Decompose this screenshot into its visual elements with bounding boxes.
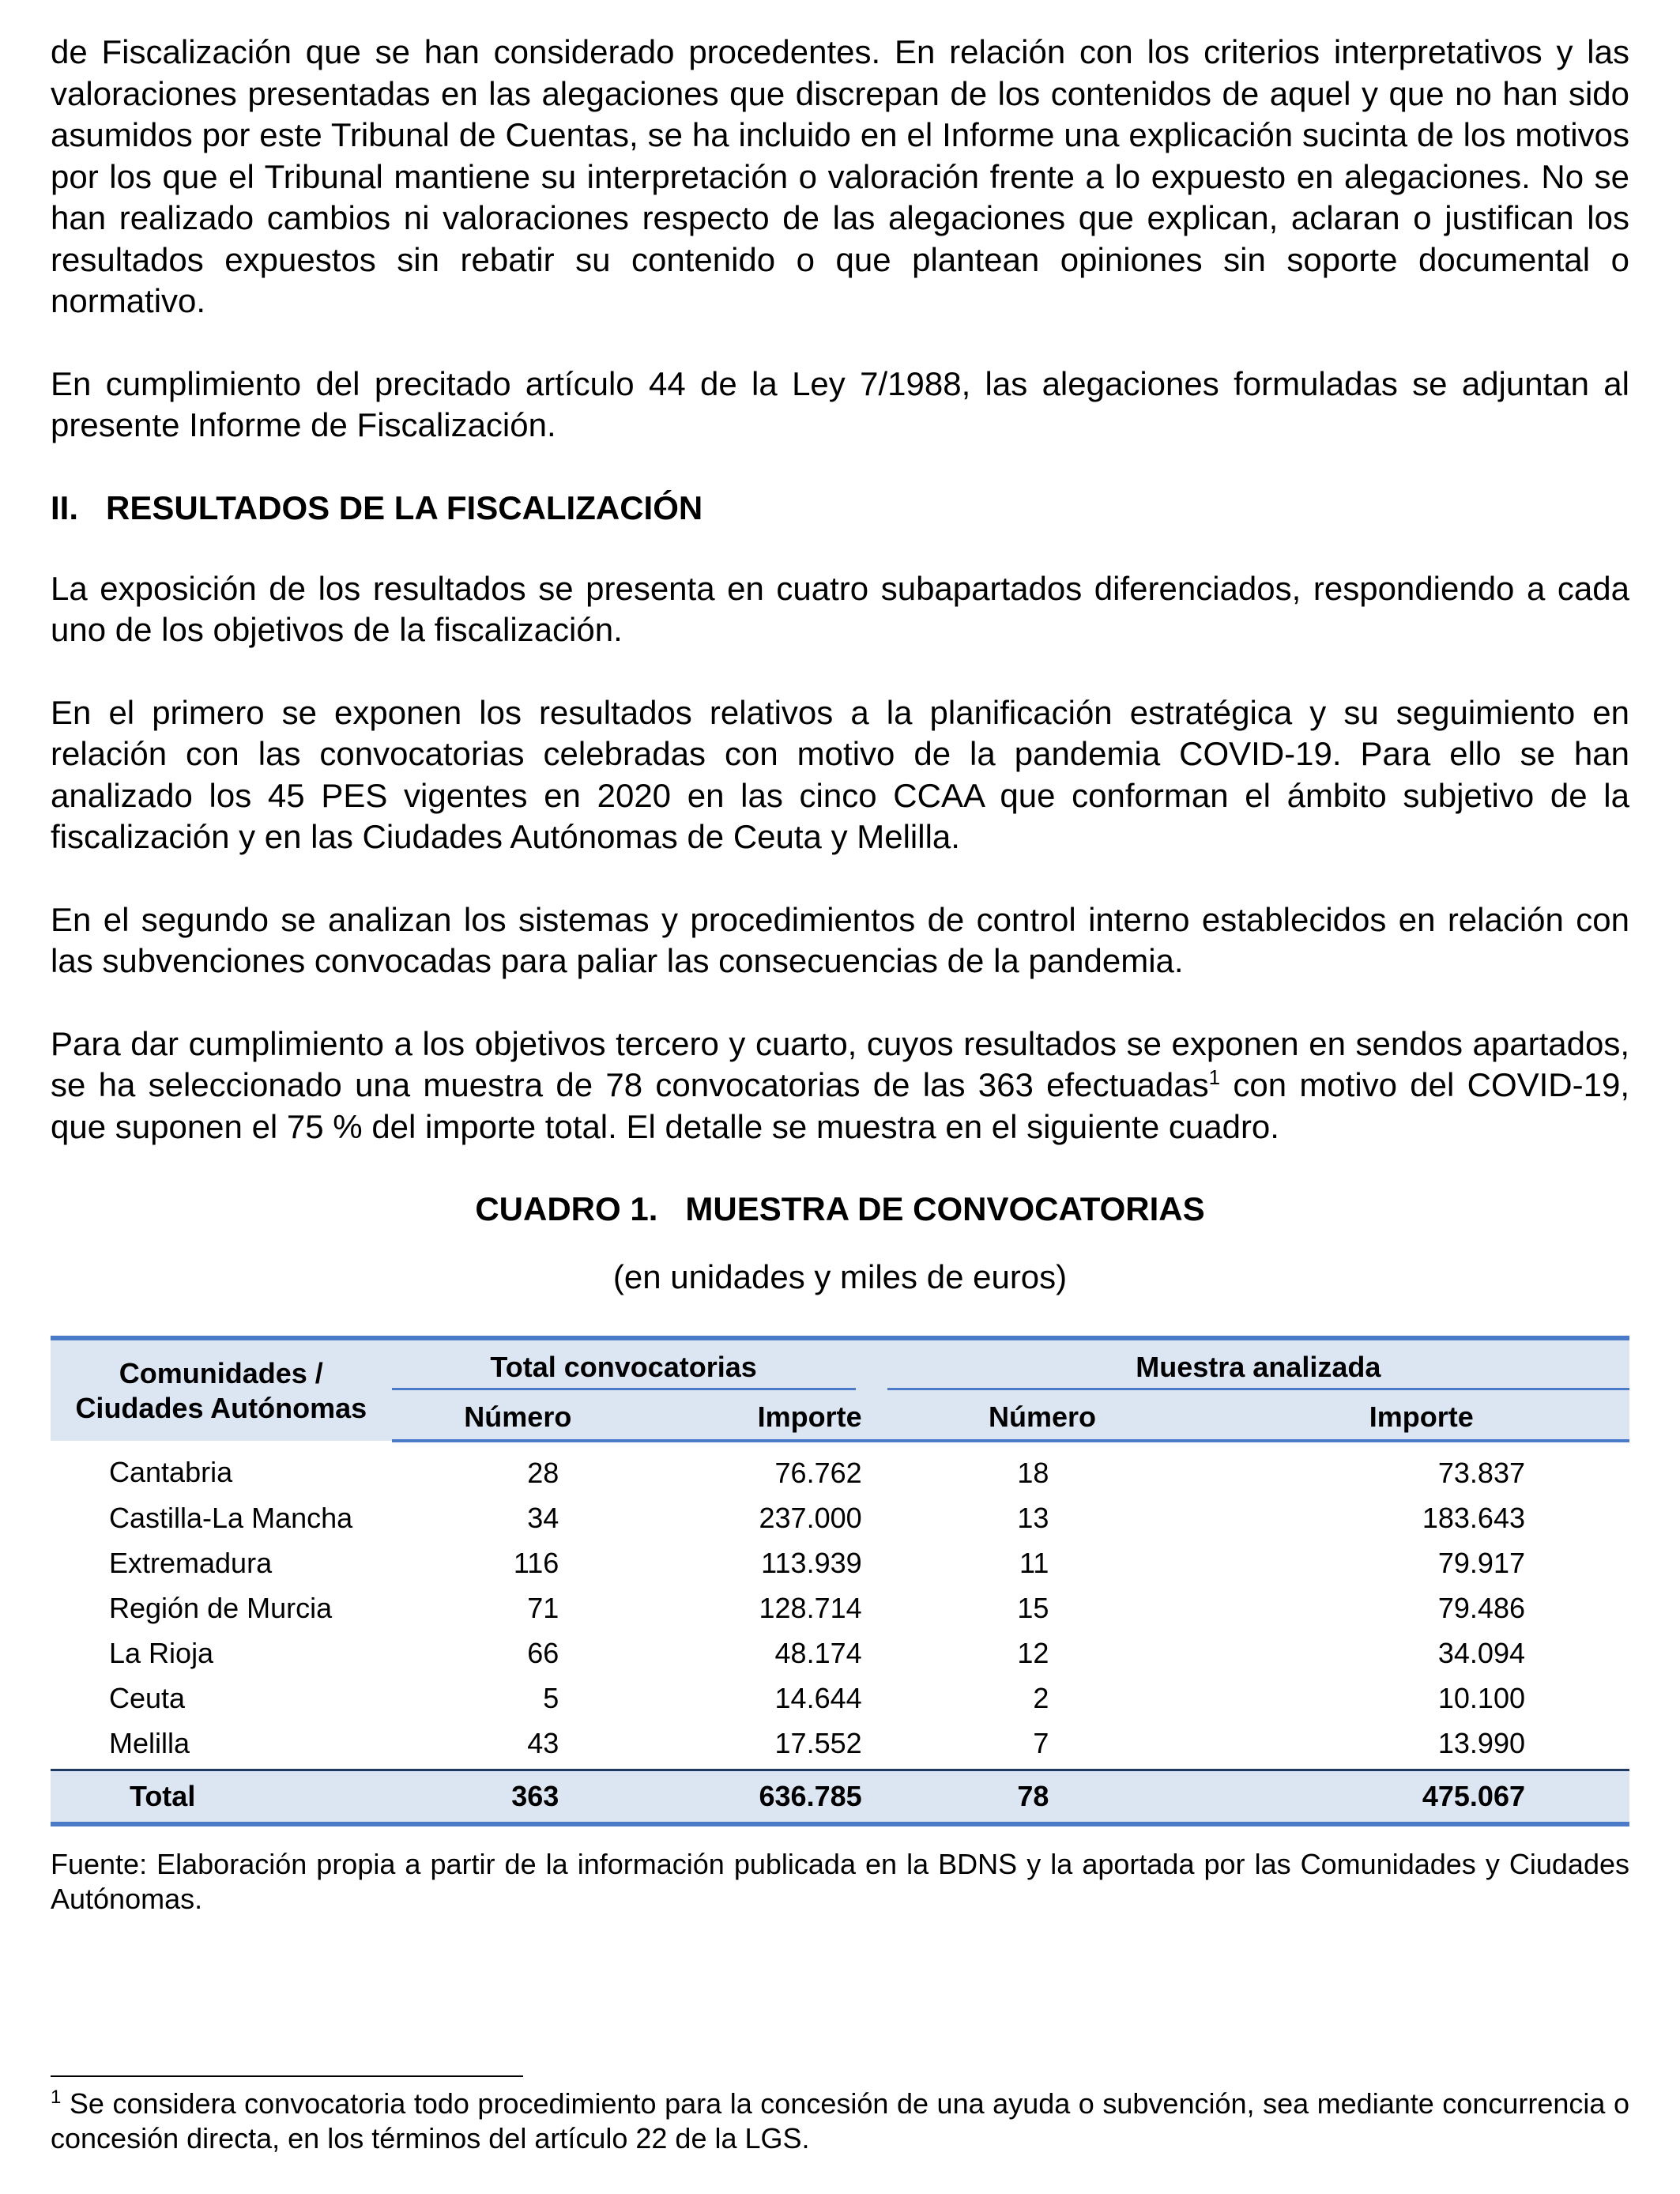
cell-total-importe: 128.714 xyxy=(759,1591,862,1624)
cell-region: Castilla-La Mancha xyxy=(109,1501,353,1534)
table-subtitle: (en unidades y miles de euros) xyxy=(612,1258,1068,1295)
cell-total-muestra-numero: 78 xyxy=(872,1770,1214,1825)
intro-paragraph-2: En cumplimiento del precitado artículo 44 de la Ley 7/1988, las alegaciones formuladas se adjuntan al presente Informe de Fiscalización. xyxy=(51,364,1629,443)
cell-total-importe: 17.552 xyxy=(774,1726,862,1759)
header-group-muestra-label: Muestra analizada xyxy=(887,1350,1629,1390)
table-row xyxy=(51,1630,1629,1676)
cell-total-numero: 5 xyxy=(543,1681,559,1714)
body-paragraph-4 xyxy=(51,1023,1629,1148)
footnote-text: Se considera convocatoria todo procedimiento para la concesión de una ayuda o subvención, sea mediante concurrencia o concesión directa, en los términos del artículo 22 de la LGS. xyxy=(51,2087,1629,2154)
cell-total-label: Total xyxy=(51,1770,392,1825)
header-group-muestra xyxy=(872,1338,1629,1395)
table-row xyxy=(51,1676,1629,1721)
table-row xyxy=(51,1721,1629,1770)
table-source-note: Fuente: Elaboración propia a partir de la información publicada en la BDNS y la aportada por las Comunidades y Ciudades Autónomas. xyxy=(51,1848,1629,1915)
cell-total-numero: 43 xyxy=(527,1726,559,1759)
cell-muestra-numero: 7 xyxy=(1033,1726,1049,1759)
table-row xyxy=(51,1441,1629,1495)
cell-muestra-importe: 13.990 xyxy=(1437,1726,1525,1759)
body-paragraph-4-text: Para dar cumplimiento a los objetivos tercero y cuarto, cuyos resultados se exponen en sendos apartados, se ha seleccionado una muestra de 78 convocatorias de las 363 efectuadas xyxy=(51,1024,1629,1103)
cell-muestra-importe: 79.486 xyxy=(1437,1591,1525,1624)
cell-total-importe: 113.939 xyxy=(761,1546,862,1579)
footnote-reference[interactable]: 1 xyxy=(1208,1065,1221,1089)
cell-total-numero: 116 xyxy=(513,1546,559,1579)
header-total-importe: Importe xyxy=(581,1395,871,1441)
cell-region: Extremadura xyxy=(109,1546,273,1579)
cell-muestra-numero: 18 xyxy=(1017,1456,1049,1489)
footnote-divider xyxy=(51,2075,523,2077)
cell-total-importe: 14.644 xyxy=(774,1681,862,1714)
table-total-row xyxy=(51,1770,1629,1825)
cell-total-importe: 48.174 xyxy=(774,1636,862,1669)
cell-region: Cantabria xyxy=(109,1455,233,1488)
cell-total-numero: 66 xyxy=(527,1636,559,1669)
cell-muestra-importe: 34.094 xyxy=(1437,1636,1525,1669)
table-title: CUADRO 1. MUESTRA DE CONVOCATORIAS xyxy=(475,1190,1205,1227)
table-row xyxy=(51,1495,1629,1540)
cell-region: Región de Murcia xyxy=(109,1591,333,1624)
body-paragraph-2: En el primero se exponen los resultados relativos a la planificación estratégica y su seguimiento en relación con las convocatorias celebradas con motivo de la pandemia COVID-19. Para ello se han analizado los 45 PES vigentes en 2020 en las cinco CCAA que conforman el ámbito subjetivo de la fiscalización y en las Ciudades Autónomas de Ceuta y Melilla. xyxy=(51,693,1629,855)
cell-total-total-importe: 636.785 xyxy=(581,1770,871,1825)
table-row xyxy=(51,1540,1629,1585)
cell-muestra-numero: 15 xyxy=(1017,1591,1049,1624)
header-group-total-label: Total convocatorias xyxy=(392,1350,856,1390)
cell-muestra-numero: 13 xyxy=(1017,1501,1049,1534)
cell-total-importe: 76.762 xyxy=(774,1456,862,1489)
body-paragraph-1: La exposición de los resultados se presenta en cuatro subapartados diferenciados, respondiendo a cada uno de los objetivos de la fiscalización. xyxy=(51,569,1629,648)
header-muestra-numero: Número xyxy=(872,1395,1214,1441)
cell-total-numero: 71 xyxy=(527,1591,559,1624)
cell-region: Ceuta xyxy=(109,1681,186,1714)
cell-total-numero: 34 xyxy=(527,1501,559,1534)
header-total-numero: Número xyxy=(392,1395,582,1441)
header-muestra-importe: Importe xyxy=(1213,1395,1629,1441)
cell-muestra-numero: 11 xyxy=(1019,1546,1049,1579)
cell-muestra-importe: 79.917 xyxy=(1437,1546,1525,1579)
table-row xyxy=(51,1585,1629,1630)
cell-total-importe: 237.000 xyxy=(759,1501,862,1534)
cell-muestra-numero: 2 xyxy=(1033,1681,1049,1714)
cell-muestra-importe: 10.100 xyxy=(1437,1681,1525,1714)
section-heading: II. RESULTADOS DE LA FISCALIZACIÓN xyxy=(51,488,703,526)
cell-region: La Rioja xyxy=(109,1636,214,1669)
body-paragraph-4-text-end: con motivo del COVID-19, que suponen el 75 % del importe total. El detalle se muestra en el siguiente cuadro. xyxy=(51,1066,1630,1145)
cell-muestra-importe: 183.643 xyxy=(1422,1501,1525,1534)
footnote-mark: 1 xyxy=(51,2087,62,2108)
header-region: Comunidades / Ciudades Autónomas xyxy=(51,1338,392,1441)
document-page xyxy=(51,32,1629,1917)
cell-total-total-numero: 363 xyxy=(392,1770,582,1825)
cell-total-muestra-importe: 475.067 xyxy=(1213,1770,1629,1825)
cell-total-numero: 28 xyxy=(527,1456,559,1489)
body-paragraph-3: En el segundo se analizan los sistemas y procedimientos de control interno establecidos en relación con las subvenciones convocadas para paliar las consecuencias de la pandemia. xyxy=(51,900,1629,979)
cell-region: Melilla xyxy=(109,1726,190,1759)
cell-muestra-numero: 12 xyxy=(1017,1636,1049,1669)
header-group-total xyxy=(392,1338,872,1395)
cell-muestra-importe: 73.837 xyxy=(1437,1456,1525,1489)
footnote xyxy=(51,2087,1629,2156)
intro-paragraph-1: de Fiscalización que se han considerado procedentes. En relación con los criterios interpretativos y las valoraciones presentadas en las alegaciones que discrepan de los contenidos de aquel y que no han sido asumidos por este Tribunal de Cuentas, se ha incluido en el Informe una explicación sucinta de los motivos por los que el Tribunal mantiene su interpretación o valoración frente a lo expuesto en alegaciones. No se han realizado cambios ni valoraciones respecto de las alegaciones que explican, aclaran o justifican los resultados expuestos sin rebatir su contenido o que plantean opiniones sin soporte documental o normativo. xyxy=(51,33,1629,319)
convocatorias-table xyxy=(51,1336,1629,1826)
